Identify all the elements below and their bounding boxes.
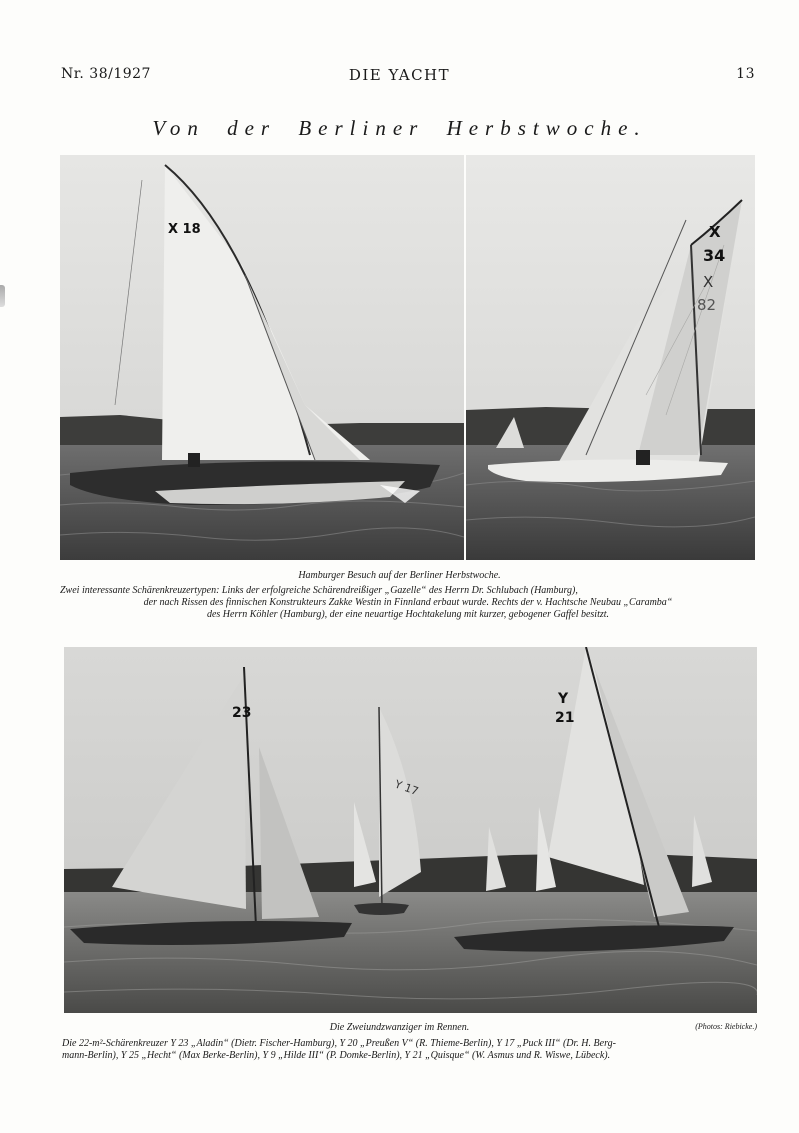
- caption1-body: [60, 585, 756, 621]
- caption2-line: Die 22-m²-Schärenkreuzer Y 23 „Aladin“ (Dietr. Fischer-Hamburg), Y 20 „Preußen V“ (R. Thieme-Berlin), Y 17 „Puck III“ (Dr. H. Berg-: [62, 1038, 616, 1049]
- caption2-line: mann-Berlin), Y 25 „Hecht“ (Max Berke-Berlin), Y 9 „Hilde III“ (P. Domke-Berlin), Y 21 „Quisque“ (W. Asmus und R. Wiswe, Lübeck).: [62, 1050, 611, 1061]
- caption1-line: des Herrn Köhler (Hamburg), der eine neuartige Hochtakelung mit kurzer, gebogener Gaffel besitzt.: [206, 609, 610, 620]
- page-number: 13: [736, 66, 755, 82]
- caption1-line: Zwei interessante Schärenkreuzertypen: Links der erfolgreiche Schärendreißiger „Gazelle“ des Herrn Dr. Schlubach (Hamburg),: [60, 585, 578, 596]
- caption1-title: Hamburger Besuch auf der Berliner Herbstwoche.: [298, 570, 501, 581]
- magazine-title: DIE YACHT: [348, 66, 451, 84]
- photo-credit: (Photos: Riebicke.): [695, 1022, 757, 1031]
- article-title: Von der Berliner Herbstwoche.: [152, 116, 647, 140]
- sail-letter-x-bottom: X: [703, 273, 714, 291]
- scan-edge-mark: [0, 285, 5, 307]
- photo-sailboat-x18: [60, 155, 464, 560]
- sail-number-21: 21: [555, 710, 575, 726]
- sail-number-y17: Y 17: [392, 777, 421, 799]
- sail-number-34: 34: [703, 246, 726, 265]
- photo-regatta: [64, 647, 757, 1013]
- sail-number-82: 82: [697, 296, 717, 314]
- caption1-line: der nach Rissen des finnischen Konstrukteurs Zakke Westin in Finnland erbaut wurde. Rechts der v. Hachtsche Neubau „Caramba“: [143, 597, 673, 608]
- sail-number-x18: X 18: [168, 222, 201, 237]
- photo-sailboat-x34: [466, 155, 755, 560]
- caption2-title: Die Zweiundzwanziger im Rennen.: [329, 1022, 470, 1033]
- sail-letter-x-top: X: [709, 223, 721, 241]
- sail-letter-y: Y: [558, 691, 569, 707]
- issue-number: Nr. 38/1927: [61, 66, 151, 82]
- sail-number-y23: 23: [232, 705, 252, 721]
- caption2-body: [62, 1038, 756, 1062]
